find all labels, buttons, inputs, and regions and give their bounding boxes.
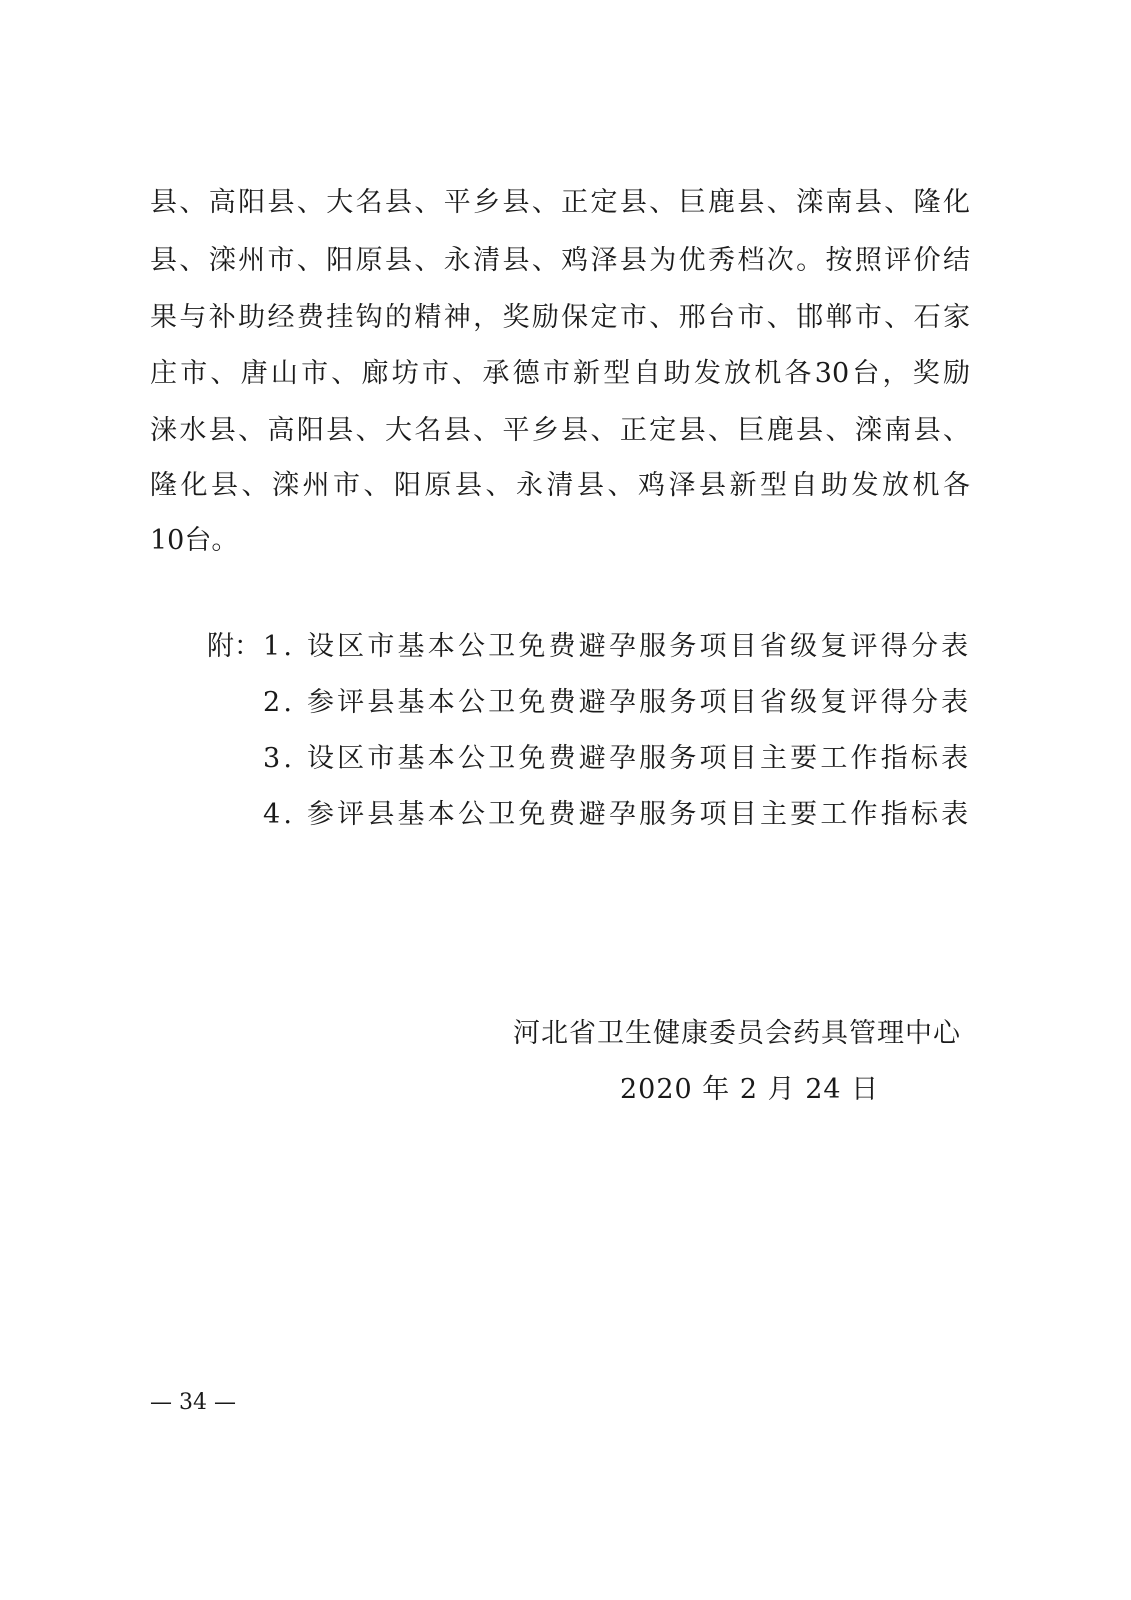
attachment-item-3: 3. 设区市基本公卫免费避孕服务项目主要工作指标表	[263, 743, 972, 774]
attachment-item-1: 1. 设区市基本公卫免费避孕服务项目省级复评得分表	[263, 631, 972, 662]
body-line-4: 庄市、唐山市、廊坊市、承德市新型自助发放机各30台，奖励	[150, 358, 970, 389]
attachment-item-4: 4. 参评县基本公卫免费避孕服务项目主要工作指标表	[263, 799, 972, 830]
body-line-6: 隆化县、滦州市、阳原县、永清县、鸡泽县新型自助发放机各	[150, 470, 970, 501]
signature-organization: 河北省卫生健康委员会药具管理中心	[513, 1018, 961, 1049]
page-number: — 34 —	[150, 1390, 236, 1415]
body-line-3: 果与补助经费挂钩的精神，奖励保定市、邢台市、邯郸市、石家	[150, 302, 970, 333]
attachment-item-2: 2. 参评县基本公卫免费避孕服务项目省级复评得分表	[263, 687, 972, 718]
body-line-1: 县、高阳县、大名县、平乡县、正定县、巨鹿县、滦南县、隆化	[150, 187, 970, 218]
body-line-2: 县、滦州市、阳原县、永清县、鸡泽县为优秀档次。按照评价结	[150, 245, 970, 276]
signature-date: 2020 年 2 月 24 日	[620, 1074, 880, 1105]
body-line-5: 涞水县、高阳县、大名县、平乡县、正定县、巨鹿县、滦南县、	[150, 415, 970, 446]
body-line-7: 10台。	[150, 525, 239, 556]
attachment-label: 附：	[207, 631, 261, 662]
